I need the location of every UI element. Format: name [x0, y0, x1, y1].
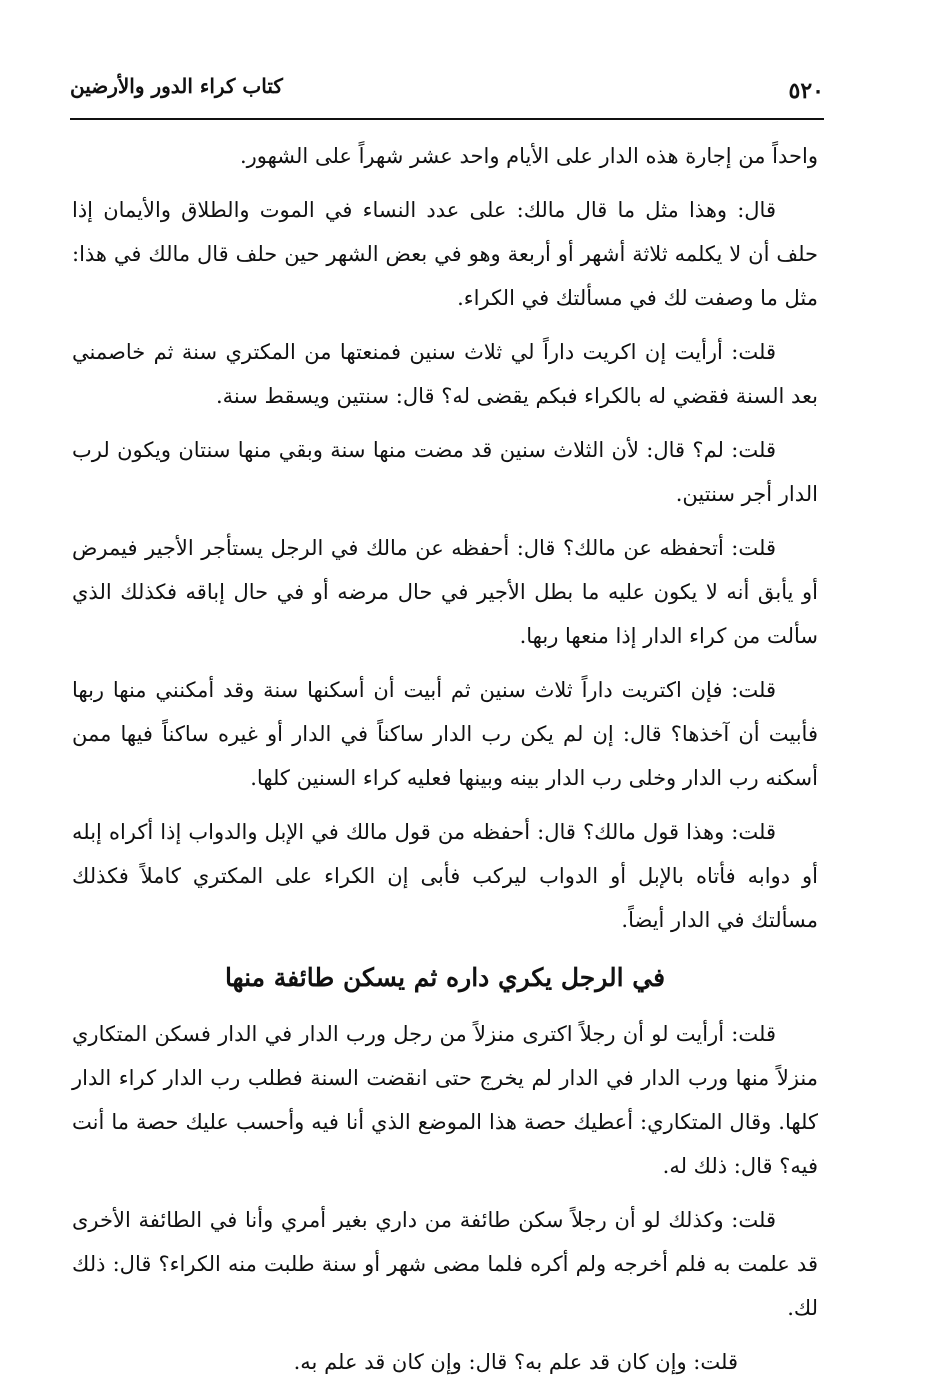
section-heading: في الرجل يكري داره ثم يسكن طائفة منها — [224, 963, 666, 992]
page-number: ٥٢٠ — [788, 78, 824, 104]
running-title: كتاب كراء الدور والأرضين — [70, 74, 283, 98]
paragraph: قال: وهذا مثل ما قال مالك: على عدد النساء في الموت والطلاق والأيمان إذا حلف أن لا يكلمه ثلاثة أشهر أو أربعة وهو في بعض الشهر حين حلف قال مالك في هذا: مثل ما وصفت لك في مسألتك في الكراء. — [72, 198, 818, 310]
paragraph: قلت: وهذا قول مالك؟ قال: أحفظه من قول مالك في الإبل والدواب إذا أكراه إبله أو دوابه فأتاه بالإبل أو الدواب ليركب فأبى إن الكراء على المكتري كاملاً فكذلك مسألتك في الدار أيضاً. — [72, 820, 818, 932]
paragraph: قلت: أتحفظه عن مالك؟ قال: أحفظه عن مالك في الرجل يستأجر الأجير فيمرض أو يأبق أنه لا يكون عليه ما بطل الأجير في حال مرضه أو في حال إباقه فكذلك الذي سألت من كراء الدار إذا منعها ربها. — [72, 536, 818, 648]
paragraph: قلت: لم؟ قال: لأن الثلاث سنين قد مضت منها سنة وبقي منها سنتان ويكون لرب الدار أجر سنتين. — [72, 438, 818, 506]
paragraph: قلت: فإن اكتريت داراً ثلاث سنين ثم أبيت أن أسكنها سنة وقد أمكنني منها ربها فأبيت أن آخذها؟ قال: إن لم يكن رب الدار ساكناً في الدار أو غيره ساكناً فيها ممن أسكنه رب الدار وخلى رب الدار بينه وبينها فعليه كراء السنين كلها. — [72, 678, 818, 790]
paragraph: قلت: أرأيت لو أن رجلاً اكترى منزلاً من رجل ورب الدار في الدار فسكن المتكاري منزلاً منها ورب الدار في الدار لم يخرج حتى انقضت السنة فطلب رب الدار كراء الدار كلها. وقال المتكاري: أعطيك حصة هذا الموضع الذي أنا فيه وأحسب عليك حصة ما أنت فيه؟ قال: ذلك له. — [72, 1022, 818, 1178]
header-rule — [70, 118, 824, 120]
paragraph: قلت: وإن كان قد علم به؟ قال: وإن كان قد علم به. — [293, 1350, 738, 1374]
page-header — [70, 66, 824, 110]
paragraph: قلت: أرأيت إن اكريت داراً لي ثلاث سنين فمنعتها من المكتري سنة ثم خاصمني بعد السنة فقضي له بالكراء فبكم يقضى له؟ قال: سنتين ويسقط سنة. — [72, 340, 818, 408]
body-text — [72, 134, 818, 1394]
paragraph: واحداً من إجارة هذه الدار على الأيام واحد عشر شهراً على الشهور. — [239, 144, 818, 168]
paragraph: قلت: وكذلك لو أن رجلاً سكن طائفة من داري بغير أمري وأنا في الطائفة الأخرى قد علمت به فلم أخرجه ولم أكره فلما مضى شهر أو سنة طلبت منه الكراء؟ قال: ذلك لك. — [72, 1208, 818, 1320]
